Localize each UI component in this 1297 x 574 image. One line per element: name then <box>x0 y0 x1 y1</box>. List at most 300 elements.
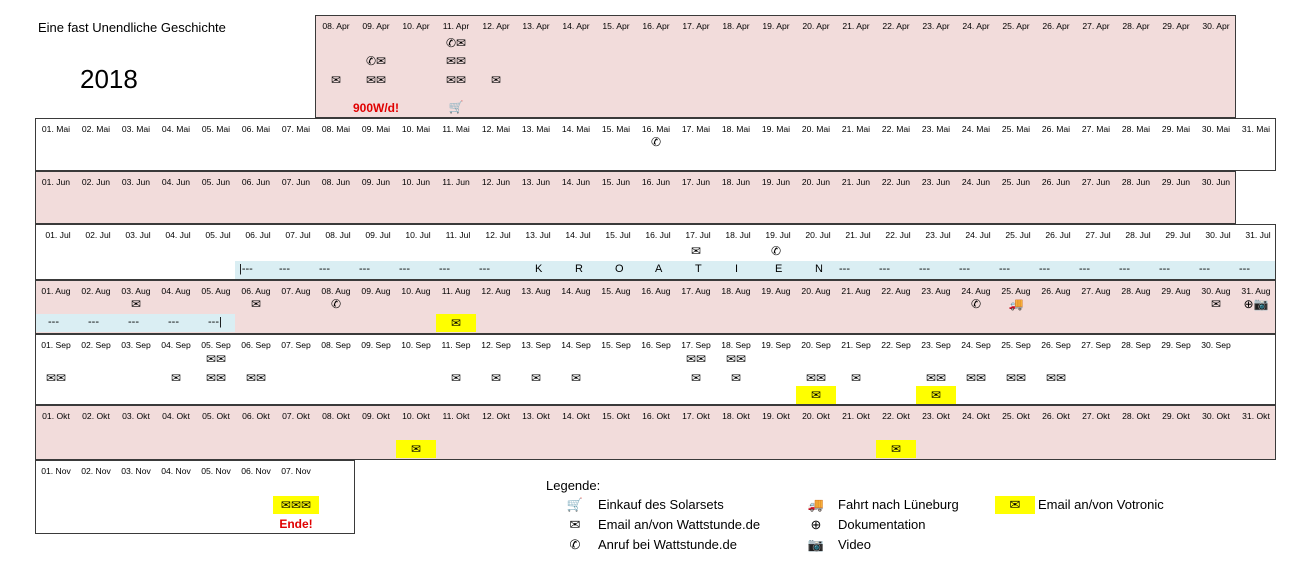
day-label: 20. Apr <box>802 21 830 31</box>
day-label: 19. Jun <box>761 177 791 187</box>
day-label: 13. Jul <box>525 230 551 240</box>
double-envelope-icon: ✉✉ <box>1045 371 1067 385</box>
day-label: 07. Aug <box>281 286 311 296</box>
legend-label-call: Anruf bei Wattstunde.de <box>598 537 737 552</box>
day-label: 02. Sep <box>81 340 111 350</box>
double-envelope-icon: ✉✉ <box>805 371 827 385</box>
day-label: 16. Okt <box>642 411 670 421</box>
day-label: 13. Apr <box>522 21 550 31</box>
kroatien-band-august <box>36 314 235 332</box>
envelope-icon: ✉ <box>690 371 702 385</box>
day-label: 27. Sep <box>1081 340 1111 350</box>
day-label: 07. Mai <box>281 124 311 134</box>
day-label: 06. Mai <box>241 124 271 134</box>
day-label: 20. Jul <box>805 230 831 240</box>
day-label: 21. Sep <box>841 340 871 350</box>
day-label: 06. Aug <box>241 286 271 296</box>
camera-icon: 📷 <box>807 537 825 552</box>
day-label: 20. Okt <box>802 411 830 421</box>
kroatien-band-july <box>235 261 1275 279</box>
day-label: 29. Jul <box>1165 230 1191 240</box>
band-letter: A <box>655 263 663 275</box>
day-label: 17. Aug <box>681 286 711 296</box>
day-label: 16. Jun <box>641 177 671 187</box>
day-label: 03. Sep <box>121 340 151 350</box>
band-dash: --- <box>479 263 490 275</box>
day-label: 26. Sep <box>1041 340 1071 350</box>
day-label: 16. Jul <box>645 230 671 240</box>
day-label: 06. Jul <box>245 230 271 240</box>
day-label: 13. Aug <box>521 286 551 296</box>
band-letter: I <box>735 263 739 275</box>
day-label: 10. Jun <box>401 177 431 187</box>
day-label: 03. Mai <box>121 124 151 134</box>
day-label: 22. Apr <box>882 21 910 31</box>
day-label: 04. Mai <box>161 124 191 134</box>
day-label: 26. Jun <box>1041 177 1071 187</box>
band-dash: --- <box>399 263 410 275</box>
day-label: 29. Okt <box>1162 411 1190 421</box>
truck-icon: 🚚 <box>807 497 825 512</box>
day-label: 11. Apr <box>442 21 470 31</box>
envelope-icon: ✉ <box>330 73 342 87</box>
double-envelope-icon: ✉✉ <box>685 352 707 366</box>
day-label: 03. Jun <box>121 177 151 187</box>
day-label: 26. Apr <box>1042 21 1070 31</box>
day-label: 22. Sep <box>881 340 911 350</box>
day-label: 14. Jul <box>565 230 591 240</box>
day-label: 05. Jul <box>205 230 231 240</box>
day-label: 02. Jun <box>81 177 111 187</box>
envelope-icon: ✉ <box>490 73 502 87</box>
day-label: 15. Sep <box>601 340 631 350</box>
envelope-icon: ✉ <box>170 371 182 385</box>
day-label: 24. Okt <box>962 411 990 421</box>
day-label: 18. Okt <box>722 411 750 421</box>
envelope-icon: ✉ <box>810 388 822 402</box>
band-dash: --- <box>1039 263 1050 275</box>
day-label: 03. Jul <box>125 230 151 240</box>
band-dash: --- <box>359 263 370 275</box>
day-label: 28. Aug <box>1121 286 1151 296</box>
day-label: 17. Apr <box>682 21 710 31</box>
day-label: 23. Jun <box>921 177 951 187</box>
day-label: 09. Okt <box>362 411 390 421</box>
day-label: 27. Aug <box>1081 286 1111 296</box>
band-dash: --- <box>959 263 970 275</box>
day-label: 01. Okt <box>42 411 70 421</box>
day-label: 06. Jun <box>241 177 271 187</box>
day-label: 18. Apr <box>722 21 750 31</box>
day-label: 14. Sep <box>561 340 591 350</box>
phone-icon: ✆ <box>770 244 782 258</box>
day-label: 14. Okt <box>562 411 590 421</box>
day-label: 11. Jul <box>445 230 471 240</box>
day-label: 30. Apr <box>1202 21 1230 31</box>
band-dash: --- <box>168 316 179 328</box>
double-envelope-icon: ✉✉ <box>1005 371 1027 385</box>
day-label: 25. Aug <box>1001 286 1031 296</box>
day-label: 10. Mai <box>401 124 431 134</box>
day-label: 09. Mai <box>361 124 391 134</box>
day-label: 24. Jun <box>961 177 991 187</box>
day-label: 02. Mai <box>81 124 111 134</box>
day-label: 27. Mai <box>1081 124 1111 134</box>
day-label: 30. Jun <box>1201 177 1231 187</box>
envelope-icon: ✉ <box>530 371 542 385</box>
day-label: 15. Jul <box>605 230 631 240</box>
day-label: 16. Sep <box>641 340 671 350</box>
envelope-icon: ✉ <box>130 297 142 311</box>
day-label: 18. Jul <box>725 230 751 240</box>
envelope-icon: ✉ <box>850 371 862 385</box>
day-label: 24. Mai <box>961 124 991 134</box>
day-label: 22. Jun <box>881 177 911 187</box>
day-label: 04. Nov <box>161 466 191 476</box>
band-dash: --- <box>279 263 290 275</box>
double-envelope-icon: ✉✉ <box>965 371 987 385</box>
day-label: 15. Jun <box>601 177 631 187</box>
band-letter: N <box>815 263 823 275</box>
band-letter: T <box>695 263 702 275</box>
day-label: 11. Jun <box>442 177 470 187</box>
envelope-icon: ✉ <box>1210 297 1222 311</box>
day-label: 26. Aug <box>1041 286 1071 296</box>
legend-label-trip: Fahrt nach Lüneburg <box>838 497 959 512</box>
double-envelope-icon: ✉✉ <box>205 371 227 385</box>
band-dash: --- <box>439 263 450 275</box>
month-row-september <box>35 334 1276 405</box>
day-label: 01. Aug <box>41 286 71 296</box>
band-letter: R <box>575 263 583 275</box>
double-envelope-icon: ✉✉ <box>725 352 747 366</box>
day-label: 24. Jul <box>965 230 991 240</box>
day-label: 12. Apr <box>482 21 510 31</box>
band-dash: ---| <box>208 316 222 328</box>
phone-icon: ✆ <box>569 537 581 552</box>
double-envelope-icon: ✉✉ <box>925 371 947 385</box>
day-label: 11. Sep <box>441 340 471 350</box>
day-label: 09. Jun <box>361 177 391 187</box>
day-label: 14. Aug <box>561 286 591 296</box>
day-label: 08. Sep <box>321 340 351 350</box>
band-dash: --- <box>48 316 59 328</box>
day-label: 30. Sep <box>1201 340 1231 350</box>
band-dash: |--- <box>239 263 253 275</box>
legend-label-votronic: Email an/von Votronic <box>1038 497 1164 512</box>
day-label: 02. Nov <box>81 466 111 476</box>
day-label: 28. Jul <box>1125 230 1151 240</box>
day-label: 23. Mai <box>921 124 951 134</box>
day-label: 08. Aug <box>321 286 351 296</box>
day-label: 21. Apr <box>842 21 870 31</box>
day-label: 16. Mai <box>641 124 671 134</box>
day-label: 22. Aug <box>881 286 911 296</box>
day-label: 31. Mai <box>1241 124 1271 134</box>
day-label: 23. Okt <box>922 411 950 421</box>
day-label: 17. Mai <box>681 124 711 134</box>
day-label: 06. Nov <box>241 466 271 476</box>
day-label: 30. Aug <box>1201 286 1231 296</box>
day-label: 12. Mai <box>481 124 511 134</box>
day-label: 05. Aug <box>201 286 231 296</box>
day-label: 23. Apr <box>922 21 950 31</box>
day-label: 28. Jun <box>1121 177 1151 187</box>
day-label: 09. Aug <box>361 286 391 296</box>
day-label: 21. Jul <box>845 230 871 240</box>
day-label: 31. Jul <box>1245 230 1271 240</box>
envelope-icon: ✉ <box>930 388 942 402</box>
day-label: 05. Sep <box>201 340 231 350</box>
day-label: 28. Mai <box>1121 124 1151 134</box>
double-envelope-icon: ✉✉ <box>445 73 467 87</box>
day-label: 14. Jun <box>561 177 591 187</box>
day-label: 20. Mai <box>801 124 831 134</box>
double-envelope-icon: ✉✉ <box>365 73 387 87</box>
envelope-icon: ✉ <box>890 442 902 456</box>
highlighted-envelope-icon: ✉ <box>1009 497 1021 512</box>
day-label: 17. Jun <box>681 177 711 187</box>
envelope-icon: ✉ <box>250 297 262 311</box>
day-label: 10. Aug <box>401 286 431 296</box>
day-label: 19. Jul <box>765 230 791 240</box>
envelope-icon: ✉ <box>410 442 422 456</box>
day-label: 17. Okt <box>682 411 710 421</box>
day-label: 09. Sep <box>361 340 391 350</box>
day-label: 08. Okt <box>322 411 350 421</box>
day-label: 16. Aug <box>641 286 671 296</box>
day-label: 11. Okt <box>442 411 470 421</box>
double-envelope-icon: ✉✉ <box>205 352 227 366</box>
day-label: 07. Okt <box>282 411 310 421</box>
day-label: 08. Jul <box>325 230 351 240</box>
truck-icon: 🚚 <box>1008 297 1024 311</box>
power-note: 900W/d! <box>352 101 399 115</box>
day-label: 24. Aug <box>961 286 991 296</box>
day-label: 20. Jun <box>801 177 831 187</box>
day-label: 14. Apr <box>562 21 590 31</box>
day-label: 18. Sep <box>721 340 751 350</box>
day-label: 18. Jun <box>721 177 751 187</box>
band-dash: --- <box>88 316 99 328</box>
band-dash: --- <box>879 263 890 275</box>
year-label: 2018 <box>80 64 138 94</box>
double-envelope-icon: ✉✉ <box>245 371 267 385</box>
day-label: 13. Okt <box>522 411 550 421</box>
day-label: 21. Aug <box>841 286 871 296</box>
day-label: 10. Okt <box>402 411 430 421</box>
legend-label-email: Email an/von Wattstunde.de <box>598 517 761 532</box>
day-label: 23. Jul <box>925 230 951 240</box>
envelope-icon: ✉ <box>450 371 462 385</box>
band-dash: --- <box>1239 263 1250 275</box>
day-label: 28. Sep <box>1121 340 1151 350</box>
legend-title: Legende: <box>546 478 601 493</box>
envelope-icon: ✉ <box>570 371 582 385</box>
day-label: 08. Jun <box>321 177 351 187</box>
day-label: 24. Apr <box>962 21 990 31</box>
day-label: 30. Mai <box>1201 124 1231 134</box>
day-label: 04. Sep <box>161 340 191 350</box>
day-label: 29. Jun <box>1161 177 1191 187</box>
day-label: 26. Jul <box>1045 230 1071 240</box>
band-letter: E <box>775 263 783 275</box>
day-label: 12. Sep <box>481 340 511 350</box>
day-label: 08. Mai <box>321 124 351 134</box>
legend-label-documentation: Dokumentation <box>838 517 926 532</box>
phone-icon: ✆ <box>330 297 342 311</box>
day-label: 29. Aug <box>1161 286 1191 296</box>
day-label: 27. Jul <box>1085 230 1111 240</box>
band-dash: --- <box>1119 263 1130 275</box>
day-label: 12. Okt <box>482 411 510 421</box>
band-dash: --- <box>1199 263 1210 275</box>
day-label: 29. Apr <box>1162 21 1190 31</box>
day-label: 19. Sep <box>761 340 791 350</box>
day-label: 05. Nov <box>201 466 231 476</box>
day-label: 04. Okt <box>162 411 190 421</box>
envelope-icon: ✉ <box>569 517 581 532</box>
day-label: 16. Apr <box>642 21 670 31</box>
day-label: 06. Sep <box>241 340 271 350</box>
day-label: 17. Sep <box>681 340 711 350</box>
day-label: 01. Jul <box>45 230 71 240</box>
day-label: 24. Sep <box>961 340 991 350</box>
day-label: 22. Okt <box>882 411 910 421</box>
day-label: 15. Okt <box>602 411 630 421</box>
day-label: 02. Aug <box>81 286 111 296</box>
phone-icon: ✆ <box>650 135 662 149</box>
day-label: 09. Apr <box>362 21 390 31</box>
day-label: 15. Aug <box>601 286 631 296</box>
legend-label-video: Video <box>838 537 872 552</box>
day-label: 15. Mai <box>601 124 631 134</box>
day-label: 10. Jul <box>405 230 431 240</box>
chart-title: Eine fast Unendliche Geschichte <box>38 20 226 35</box>
day-label: 04. Jul <box>165 230 191 240</box>
band-dash: --- <box>999 263 1010 275</box>
day-label: 25. Mai <box>1001 124 1031 134</box>
day-label: 05. Okt <box>202 411 230 421</box>
day-label: 14. Mai <box>561 124 591 134</box>
day-label: 28. Apr <box>1122 21 1150 31</box>
end-note: Ende! <box>279 517 313 531</box>
band-dash: --- <box>1159 263 1170 275</box>
day-label: 10. Sep <box>401 340 431 350</box>
day-label: 25. Apr <box>1002 21 1030 31</box>
month-row-october <box>35 405 1276 460</box>
cart-icon: 🛒 <box>566 497 584 512</box>
day-label: 02. Jul <box>85 230 111 240</box>
day-label: 15. Apr <box>602 21 630 31</box>
day-label: 07. Sep <box>281 340 311 350</box>
day-label: 18. Aug <box>721 286 751 296</box>
day-label: 25. Jul <box>1005 230 1031 240</box>
double-envelope-icon: ✉✉ <box>445 54 467 68</box>
day-label: 23. Sep <box>921 340 951 350</box>
day-label: 07. Nov <box>281 466 311 476</box>
day-label: 21. Jun <box>841 177 871 187</box>
day-label: 13. Mai <box>521 124 551 134</box>
day-label: 11. Aug <box>441 286 471 296</box>
day-label: 25. Sep <box>1001 340 1031 350</box>
day-label: 13. Sep <box>521 340 551 350</box>
day-label: 27. Jun <box>1081 177 1111 187</box>
day-label: 25. Okt <box>1002 411 1030 421</box>
day-label: 29. Sep <box>1161 340 1191 350</box>
day-label: 02. Okt <box>82 411 110 421</box>
day-label: 26. Mai <box>1041 124 1071 134</box>
day-label: 30. Jul <box>1205 230 1231 240</box>
envelope-icon: ✉ <box>730 371 742 385</box>
day-label: 27. Okt <box>1082 411 1110 421</box>
day-label: 19. Apr <box>762 21 790 31</box>
day-label: 01. Nov <box>41 466 71 476</box>
day-label: 28. Okt <box>1122 411 1150 421</box>
day-label: 26. Okt <box>1042 411 1070 421</box>
day-label: 13. Jun <box>521 177 551 187</box>
day-label: 20. Aug <box>801 286 831 296</box>
envelope-icon: ✉ <box>450 316 462 330</box>
day-label: 17. Jul <box>685 230 711 240</box>
day-label: 03. Nov <box>121 466 151 476</box>
day-label: 04. Aug <box>161 286 191 296</box>
day-label: 30. Okt <box>1202 411 1230 421</box>
envelope-icon: ✉ <box>490 371 502 385</box>
band-dash: --- <box>319 263 330 275</box>
day-label: 12. Jul <box>485 230 511 240</box>
day-label: 22. Mai <box>881 124 911 134</box>
triple-envelope-icon: ✉✉✉ <box>280 498 312 512</box>
day-label: 09. Jul <box>365 230 391 240</box>
band-dash: --- <box>128 316 139 328</box>
day-label: 19. Aug <box>761 286 791 296</box>
day-label: 23. Aug <box>921 286 951 296</box>
day-label: 04. Jun <box>161 177 191 187</box>
day-label: 05. Jun <box>201 177 231 187</box>
band-dash: --- <box>1079 263 1090 275</box>
day-label: 22. Jul <box>885 230 911 240</box>
day-label: 12. Jun <box>481 177 511 187</box>
double-envelope-icon: ✉✉ <box>45 371 67 385</box>
day-label: 20. Sep <box>801 340 831 350</box>
day-label: 21. Okt <box>842 411 870 421</box>
day-label: 25. Jun <box>1001 177 1031 187</box>
day-label: 06. Okt <box>242 411 270 421</box>
day-label: 21. Mai <box>841 124 871 134</box>
day-label: 31. Aug <box>1241 286 1271 296</box>
band-dash: --- <box>839 263 850 275</box>
day-label: 31. Okt <box>1242 411 1270 421</box>
day-label: 29. Mai <box>1161 124 1191 134</box>
zoom-camera-icon: ⊕📷 <box>1243 297 1269 311</box>
day-label: 03. Okt <box>122 411 150 421</box>
band-dash: --- <box>919 263 930 275</box>
day-label: 19. Mai <box>761 124 791 134</box>
day-label: 07. Jul <box>285 230 311 240</box>
day-label: 07. Jun <box>281 177 311 187</box>
day-label: 27. Apr <box>1082 21 1110 31</box>
phone-envelope-icon: ✆✉ <box>365 54 387 68</box>
day-label: 03. Aug <box>121 286 151 296</box>
day-label: 19. Okt <box>762 411 790 421</box>
legend-label-cart: Einkauf des Solarsets <box>598 497 724 512</box>
day-label: 08. Apr <box>322 21 350 31</box>
month-row-june <box>35 171 1236 224</box>
day-label: 01. Sep <box>41 340 71 350</box>
day-label: 05. Mai <box>201 124 231 134</box>
band-letter: K <box>535 263 543 275</box>
